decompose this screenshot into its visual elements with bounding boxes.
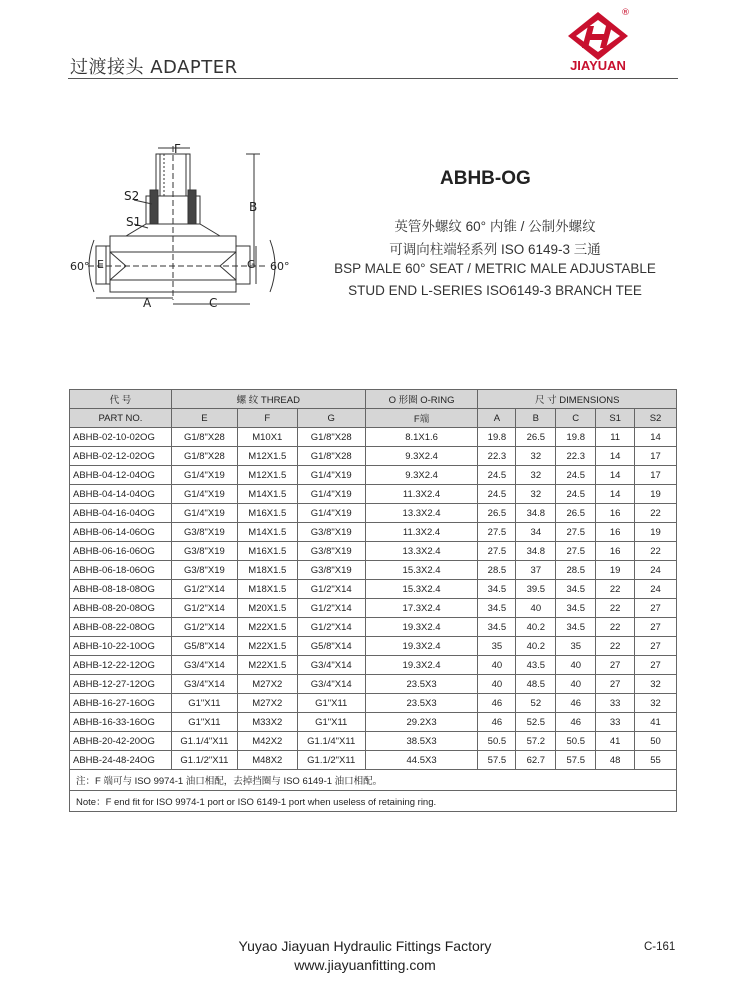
header-thread: 螺 纹 THREAD — [171, 390, 365, 409]
table-row — [70, 466, 677, 485]
table-cell: 52 — [516, 694, 556, 713]
table-cell: G1/2"X14 — [297, 618, 365, 637]
table-cell: 27.5 — [478, 523, 516, 542]
part-number-cell: ABHB-12-27-12OG — [70, 675, 172, 694]
table-cell: 32 — [516, 447, 556, 466]
table-cell: G1/2"X14 — [171, 599, 237, 618]
table-row — [70, 637, 677, 656]
table-cell: 33 — [596, 713, 635, 732]
table-row — [70, 447, 677, 466]
note-cn: 注：F 端可与 ISO 9974-1 油口相配，去掉挡圈与 ISO 6149-1 油口相配。 — [70, 770, 677, 791]
table-cell: 48 — [596, 751, 635, 770]
note-en: Note：F end fit for ISO 9974-1 port or ISO 6149-1 port when useless of retaining ring. — [70, 791, 677, 812]
table-cell: G3/4"X14 — [171, 675, 237, 694]
table-cell: 13.3X2.4 — [365, 542, 478, 561]
note-row-en — [70, 791, 677, 812]
table-cell: 34.5 — [556, 599, 596, 618]
table-cell: G1.1/2"X11 — [297, 751, 365, 770]
table-cell: G1/4"X19 — [297, 466, 365, 485]
table-cell: 14 — [596, 485, 635, 504]
table-cell: 16 — [596, 504, 635, 523]
part-number-cell: ABHB-02-10-02OG — [70, 428, 172, 447]
table-row — [70, 732, 677, 751]
table-cell: G3/4"X14 — [171, 656, 237, 675]
table-cell: 24.5 — [556, 485, 596, 504]
table-cell: 17.3X2.4 — [365, 599, 478, 618]
table-cell: 19 — [635, 485, 677, 504]
table-cell: 24.5 — [556, 466, 596, 485]
column-header: G — [297, 409, 365, 428]
part-number-cell: ABHB-16-27-16OG — [70, 694, 172, 713]
table-column-header-row — [70, 409, 677, 428]
table-cell: 14 — [635, 428, 677, 447]
table-cell: G1.1/4"X11 — [297, 732, 365, 751]
column-header: F端 — [365, 409, 478, 428]
table-cell: M22X1.5 — [237, 618, 297, 637]
table-cell: 19.3X2.4 — [365, 637, 478, 656]
label-g: G — [247, 258, 256, 271]
table-cell: 32 — [635, 694, 677, 713]
column-header: PART NO. — [70, 409, 172, 428]
table-row — [70, 675, 677, 694]
table-cell: G1"X11 — [171, 713, 237, 732]
table-cell: 29.2X3 — [365, 713, 478, 732]
table-cell: 15.3X2.4 — [365, 561, 478, 580]
table-cell: G1/8"X28 — [297, 428, 365, 447]
table-cell: G1/2"X14 — [171, 580, 237, 599]
table-cell: 23.5X3 — [365, 675, 478, 694]
table-cell: 19.3X2.4 — [365, 618, 478, 637]
table-cell: 8.1X1.6 — [365, 428, 478, 447]
table-cell: M27X2 — [237, 694, 297, 713]
footer-website[interactable]: www.jiayuanfitting.com — [294, 957, 436, 973]
table-cell: 22 — [635, 504, 677, 523]
table-cell: G1/4"X19 — [297, 485, 365, 504]
table-cell: G1/2"X14 — [297, 580, 365, 599]
column-header: S2 — [635, 409, 677, 428]
table-cell: 62.7 — [516, 751, 556, 770]
table-cell: 22.3 — [478, 447, 516, 466]
header-divider — [68, 78, 678, 79]
label-b: B — [249, 200, 258, 214]
table-cell: M22X1.5 — [237, 637, 297, 656]
table-cell: M10X1 — [237, 428, 297, 447]
table-cell: 40 — [478, 675, 516, 694]
table-row — [70, 485, 677, 504]
table-cell: 33 — [596, 694, 635, 713]
part-number-cell: ABHB-04-12-04OG — [70, 466, 172, 485]
column-header: S1 — [596, 409, 635, 428]
table-cell: 34 — [516, 523, 556, 542]
table-cell: 26.5 — [478, 504, 516, 523]
header-part-cn: 代 号 — [70, 390, 172, 409]
table-cell: G3/8"X19 — [297, 523, 365, 542]
table-cell: 23.5X3 — [365, 694, 478, 713]
label-angle-right: 60° — [270, 260, 290, 273]
table-cell: G1"X11 — [297, 713, 365, 732]
table-cell: 22 — [635, 542, 677, 561]
description-en-2: STUD END L-SERIES ISO6149-3 BRANCH TEE — [348, 283, 642, 298]
table-cell: 34.5 — [478, 599, 516, 618]
table-cell: G1"X11 — [171, 694, 237, 713]
table-cell: 57.2 — [516, 732, 556, 751]
table-cell: G1.1/2"X11 — [171, 751, 237, 770]
table-cell: 9.3X2.4 — [365, 466, 478, 485]
table-cell: 17 — [635, 466, 677, 485]
table-cell: M16X1.5 — [237, 504, 297, 523]
table-cell: 22 — [596, 637, 635, 656]
part-number-cell: ABHB-20-42-20OG — [70, 732, 172, 751]
table-cell: 19 — [635, 523, 677, 542]
table-cell: G1/8"X28 — [297, 447, 365, 466]
table-group-header-row — [70, 390, 677, 409]
table-row — [70, 713, 677, 732]
table-cell: G1/4"X19 — [297, 504, 365, 523]
table-cell: 32 — [635, 675, 677, 694]
part-number-cell: ABHB-10-22-10OG — [70, 637, 172, 656]
table-cell: G3/4"X14 — [297, 675, 365, 694]
table-cell: 24.5 — [478, 466, 516, 485]
table-row — [70, 428, 677, 447]
table-row — [70, 504, 677, 523]
table-cell: 16 — [596, 523, 635, 542]
table-cell: 40 — [556, 675, 596, 694]
header-dimensions: 尺 寸 DIMENSIONS — [478, 390, 677, 409]
label-s1: S1 — [126, 215, 142, 229]
column-header: B — [516, 409, 556, 428]
table-cell: M14X1.5 — [237, 523, 297, 542]
table-cell: 13.3X2.4 — [365, 504, 478, 523]
part-number-cell: ABHB-06-14-06OG — [70, 523, 172, 542]
table-cell: G3/4"X14 — [297, 656, 365, 675]
table-cell: 19.3X2.4 — [365, 656, 478, 675]
table-cell: G3/8"X19 — [297, 561, 365, 580]
table-cell: M18X1.5 — [237, 561, 297, 580]
table-cell: 50.5 — [478, 732, 516, 751]
description-en-1: BSP MALE 60° SEAT / METRIC MALE ADJUSTABLE — [334, 261, 656, 276]
table-cell: 57.5 — [478, 751, 516, 770]
table-cell: 11 — [596, 428, 635, 447]
table-cell: 28.5 — [478, 561, 516, 580]
column-header: F — [237, 409, 297, 428]
table-cell: 27 — [635, 599, 677, 618]
table-row — [70, 694, 677, 713]
table-row — [70, 751, 677, 770]
table-cell: 46 — [478, 694, 516, 713]
table-cell: 24 — [635, 580, 677, 599]
table-cell: 50.5 — [556, 732, 596, 751]
table-cell: M16X1.5 — [237, 542, 297, 561]
registered-mark: ® — [621, 8, 630, 18]
table-cell: M12X1.5 — [237, 466, 297, 485]
table-cell: 35 — [556, 637, 596, 656]
part-number-cell: ABHB-08-20-08OG — [70, 599, 172, 618]
table-cell: M12X1.5 — [237, 447, 297, 466]
table-cell: G3/8"X19 — [171, 561, 237, 580]
label-f: F — [174, 142, 181, 156]
part-number-cell: ABHB-16-33-16OG — [70, 713, 172, 732]
table-cell: 14 — [596, 466, 635, 485]
part-number-cell: ABHB-24-48-24OG — [70, 751, 172, 770]
part-number-cell: ABHB-04-16-04OG — [70, 504, 172, 523]
column-header: A — [478, 409, 516, 428]
table-cell: M48X2 — [237, 751, 297, 770]
table-row — [70, 523, 677, 542]
table-cell: G1/2"X14 — [297, 599, 365, 618]
table-cell: 11.3X2.4 — [365, 485, 478, 504]
footer-company: Yuyao Jiayuan Hydraulic Fittings Factory — [238, 938, 492, 954]
table-row — [70, 618, 677, 637]
table-cell: 34.8 — [516, 542, 556, 561]
table-cell: 27 — [596, 656, 635, 675]
table-cell: 24 — [635, 561, 677, 580]
branch-tee-drawing — [66, 140, 306, 315]
table-cell: G1/8"X28 — [171, 447, 237, 466]
part-number-cell: ABHB-12-22-12OG — [70, 656, 172, 675]
table-row — [70, 599, 677, 618]
table-cell: 34.5 — [478, 618, 516, 637]
table-cell: G5/8"X14 — [171, 637, 237, 656]
part-number-cell: ABHB-06-18-06OG — [70, 561, 172, 580]
table-cell: 27 — [596, 675, 635, 694]
column-header: E — [171, 409, 237, 428]
table-cell: 43.5 — [516, 656, 556, 675]
part-number-cell: ABHB-08-22-08OG — [70, 618, 172, 637]
label-e: E — [97, 258, 104, 271]
table-cell: 46 — [478, 713, 516, 732]
table-cell: 40.2 — [516, 637, 556, 656]
model-number: ABHB-OG — [440, 168, 531, 189]
table-cell: M14X1.5 — [237, 485, 297, 504]
table-cell: 41 — [635, 713, 677, 732]
table-cell: 37 — [516, 561, 556, 580]
table-cell: M20X1.5 — [237, 599, 297, 618]
column-header: C — [556, 409, 596, 428]
table-cell: 40 — [478, 656, 516, 675]
brand-name: JIAYUAN — [570, 58, 626, 73]
table-cell: 24.5 — [478, 485, 516, 504]
table-cell: 34.5 — [556, 618, 596, 637]
table-cell: 27.5 — [556, 542, 596, 561]
table-cell: 26.5 — [516, 428, 556, 447]
label-a: A — [143, 296, 152, 310]
table-cell: 46 — [556, 713, 596, 732]
table-cell: G1/4"X19 — [171, 485, 237, 504]
table-cell: 17 — [635, 447, 677, 466]
table-cell: 52.5 — [516, 713, 556, 732]
table-cell: 39.5 — [516, 580, 556, 599]
table-cell: 27 — [635, 618, 677, 637]
header-oring: O 形圈 O-RING — [365, 390, 478, 409]
table-cell: M27X2 — [237, 675, 297, 694]
table-cell: 46 — [556, 694, 596, 713]
label-angle-left: 60° — [70, 260, 90, 273]
table-cell: 34.5 — [478, 580, 516, 599]
table-row — [70, 580, 677, 599]
table-cell: 22 — [596, 580, 635, 599]
table-cell: 22.3 — [556, 447, 596, 466]
description-cn-1: 英管外螺纹 60° 内锥 / 公制外螺纹 — [394, 219, 596, 234]
table-cell: G1.1/4"X11 — [171, 732, 237, 751]
table-cell: 22 — [596, 618, 635, 637]
table-cell: G1"X11 — [297, 694, 365, 713]
page-title: 过渡接头 ADAPTER — [70, 57, 238, 78]
page-number: C-161 — [644, 941, 676, 953]
table-cell: G3/8"X19 — [297, 542, 365, 561]
table-cell: G3/8"X19 — [171, 542, 237, 561]
part-number-cell: ABHB-04-14-04OG — [70, 485, 172, 504]
table-cell: 50 — [635, 732, 677, 751]
table-cell: G1/8"X28 — [171, 428, 237, 447]
table-cell: 26.5 — [556, 504, 596, 523]
table-cell: 40 — [556, 656, 596, 675]
table-cell: 32 — [516, 485, 556, 504]
table-cell: 44.5X3 — [365, 751, 478, 770]
table-cell: 57.5 — [556, 751, 596, 770]
table-cell: 48.5 — [516, 675, 556, 694]
part-number-cell: ABHB-02-12-02OG — [70, 447, 172, 466]
table-cell: 27 — [635, 656, 677, 675]
table-cell: 28.5 — [556, 561, 596, 580]
table-cell: 41 — [596, 732, 635, 751]
table-cell: G1/2"X14 — [171, 618, 237, 637]
table-cell: 16 — [596, 542, 635, 561]
table-cell: 32 — [516, 466, 556, 485]
label-c: C — [209, 296, 218, 310]
table-row — [70, 561, 677, 580]
table-cell: M18X1.5 — [237, 580, 297, 599]
table-cell: G3/8"X19 — [171, 523, 237, 542]
table-cell: G1/4"X19 — [171, 504, 237, 523]
table-row — [70, 542, 677, 561]
table-cell: M22X1.5 — [237, 656, 297, 675]
table-cell: 11.3X2.4 — [365, 523, 478, 542]
table-row — [70, 656, 677, 675]
table-cell: G1/4"X19 — [171, 466, 237, 485]
table-cell: 40 — [516, 599, 556, 618]
label-s2: S2 — [124, 189, 140, 203]
table-cell: 35 — [478, 637, 516, 656]
table-cell: 22 — [596, 599, 635, 618]
table-body — [70, 428, 677, 770]
table-cell: 27.5 — [478, 542, 516, 561]
table-cell: 19.8 — [478, 428, 516, 447]
table-cell: 9.3X2.4 — [365, 447, 478, 466]
table-cell: 34.5 — [556, 580, 596, 599]
table-cell: G5/8"X14 — [297, 637, 365, 656]
table-cell: 27.5 — [556, 523, 596, 542]
table-cell: 40.2 — [516, 618, 556, 637]
part-number-cell: ABHB-06-16-06OG — [70, 542, 172, 561]
table-cell: M33X2 — [237, 713, 297, 732]
spec-table — [69, 389, 677, 812]
table-cell: 38.5X3 — [365, 732, 478, 751]
table-cell: 19 — [596, 561, 635, 580]
table-cell: 19.8 — [556, 428, 596, 447]
part-number-cell: ABHB-08-18-08OG — [70, 580, 172, 599]
table-cell: 14 — [596, 447, 635, 466]
note-row-cn — [70, 770, 677, 791]
table-cell: M42X2 — [237, 732, 297, 751]
table-cell: 34.8 — [516, 504, 556, 523]
table-cell: 27 — [635, 637, 677, 656]
table-cell: 15.3X2.4 — [365, 580, 478, 599]
description-cn-2: 可调向柱端轻系列 ISO 6149-3 三通 — [389, 242, 601, 257]
table-cell: 55 — [635, 751, 677, 770]
